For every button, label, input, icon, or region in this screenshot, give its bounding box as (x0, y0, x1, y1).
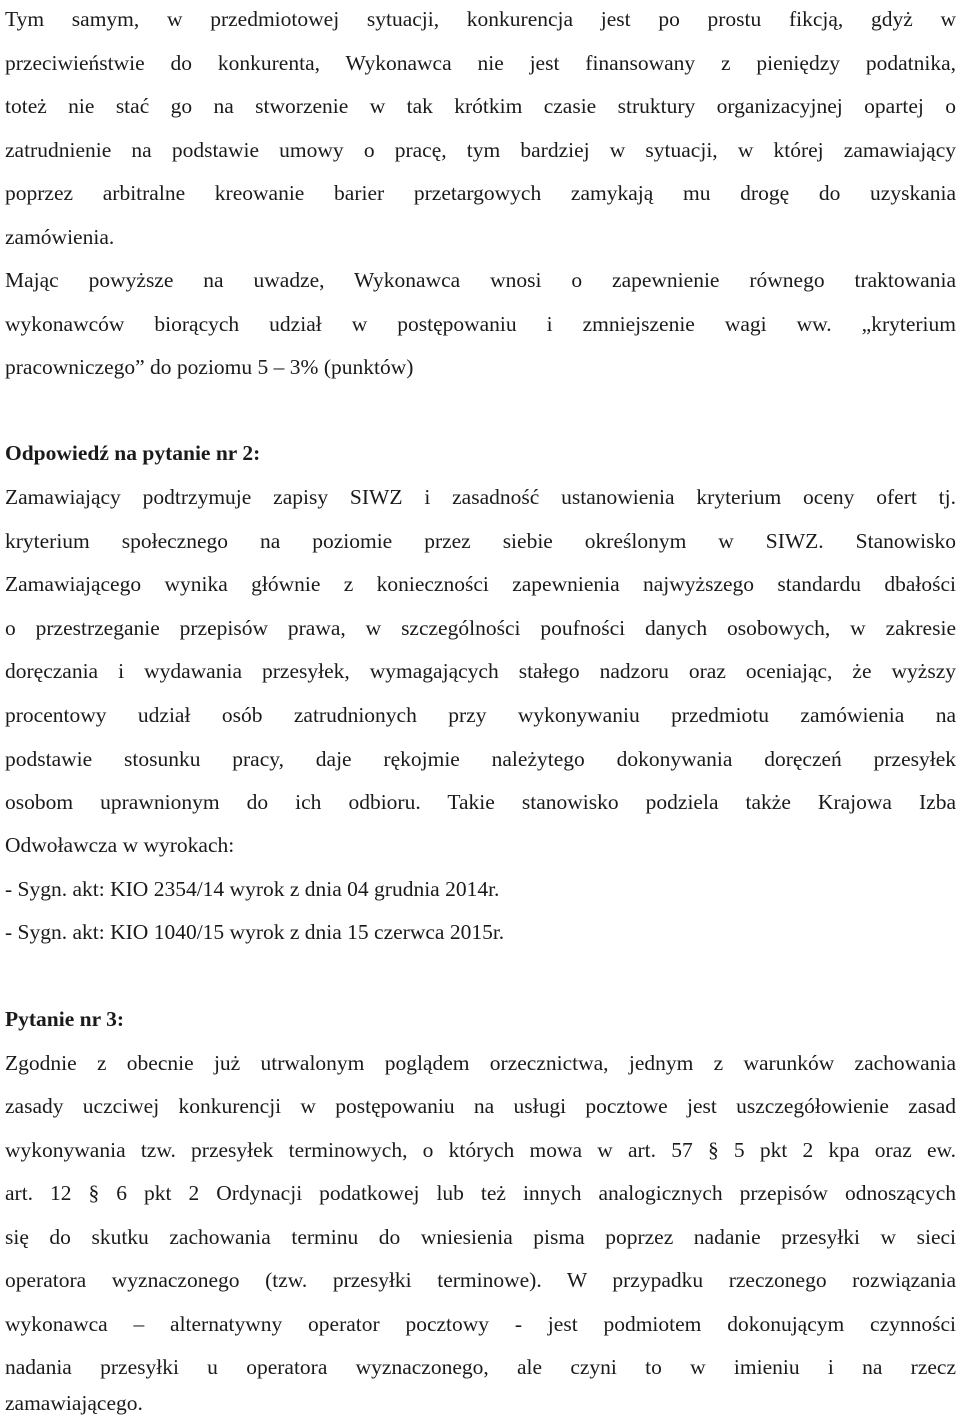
text-line: kryterium społecznego na poziomie przez siebie określonym w SIWZ. Stanowisko (5, 529, 956, 553)
text-line: wykonawców biorących udział w postępowaniu i zmniejszenie wagi ww. „kryterium (5, 312, 956, 336)
text-line: Zamawiający podtrzymuje zapisy SIWZ i zasadność ustanowienia kryterium oceny ofert tj. (5, 485, 956, 509)
text-line: Tym samym, w przedmiotowej sytuacji, konkurencja jest po prostu fikcją, gdyż w (5, 7, 956, 31)
text-line: doręczania i wydawania przesyłek, wymagających stałego nadzoru oraz oceniając, że wyższy (5, 659, 956, 683)
list-item: - Sygn. akt: KIO 1040/15 wyrok z dnia 15 czerwca 2015r. (5, 920, 505, 944)
text-line: przeciwieństwie do konkurenta, Wykonawca nie jest finansowany z pieniędzy podatnika, (5, 51, 956, 75)
text-line: Zgodnie z obecnie już utrwalonym poglądem orzecznictwa, jednym z warunków zachowania (5, 1051, 956, 1075)
text-line: zamawiającego. (5, 1391, 143, 1415)
text-line: Zamawiającego wynika głównie z konieczności zapewnienia najwyższego standardu dbałości (5, 572, 956, 596)
text-line: operatora wyznaczonego (tzw. przesyłki terminowe). W przypadku rzeczonego rozwiązania (5, 1268, 956, 1292)
text-line: nadania przesyłki u operatora wyznaczonego, ale czyni to w imieniu i na rzecz (5, 1355, 956, 1379)
text-line: wykonawca – alternatywny operator pocztowy - jest podmiotem dokonującym czynności (5, 1312, 956, 1336)
text-line: o przestrzeganie przepisów prawa, w szczególności poufności danych osobowych, w zakresie (5, 616, 956, 640)
text-line: zatrudnienie na podstawie umowy o pracę, tym bardziej w sytuacji, w której zamawiający (5, 138, 956, 162)
text-line: się do skutku zachowania terminu do wniesienia pisma poprzez nadanie przesyłki w sieci (5, 1225, 956, 1249)
question-3-heading: Pytanie nr 3: (5, 1007, 125, 1031)
list-item: - Sygn. akt: KIO 2354/14 wyrok z dnia 04 grudnia 2014r. (5, 877, 500, 901)
text-line: zasady uczciwej konkurencji w postępowaniu na usługi pocztowe jest uszczegółowienie zasad (5, 1094, 956, 1118)
text-line: podstawie stosunku pracy, daje rękojmie należytego dokonywania doręczeń przesyłek (5, 747, 956, 771)
text-line: osobom uprawnionym do ich odbioru. Takie stanowisko podziela także Krajowa Izba (5, 790, 956, 814)
text-line: pracowniczego” do poziomu 5 – 3% (punktów) (5, 355, 414, 379)
text-line: procentowy udział osób zatrudnionych przy wykonywaniu przedmiotu zamówienia na (5, 703, 956, 727)
text-line: Mając powyższe na uwadze, Wykonawca wnosi o zapewnienie równego traktowania (5, 268, 956, 292)
text-line: art. 12 § 6 pkt 2 Ordynacji podatkowej lub też innych analogicznych przepisów odnoszących (5, 1181, 956, 1205)
text-line: poprzez arbitralne kreowanie barier przetargowych zamykają mu drogę do uzyskania (5, 181, 956, 205)
answer-2-heading: Odpowiedź na pytanie nr 2: (5, 441, 261, 465)
text-line: zamówienia. (5, 225, 115, 249)
text-line: Odwoławcza w wyrokach: (5, 833, 235, 857)
text-line: toteż nie stać go na stworzenie w tak krótkim czasie struktury organizacyjnej opartej o (5, 94, 956, 118)
text-line: wykonywania tzw. przesyłek terminowych, o których mowa w art. 57 § 5 pkt 2 kpa oraz ew. (5, 1138, 956, 1162)
